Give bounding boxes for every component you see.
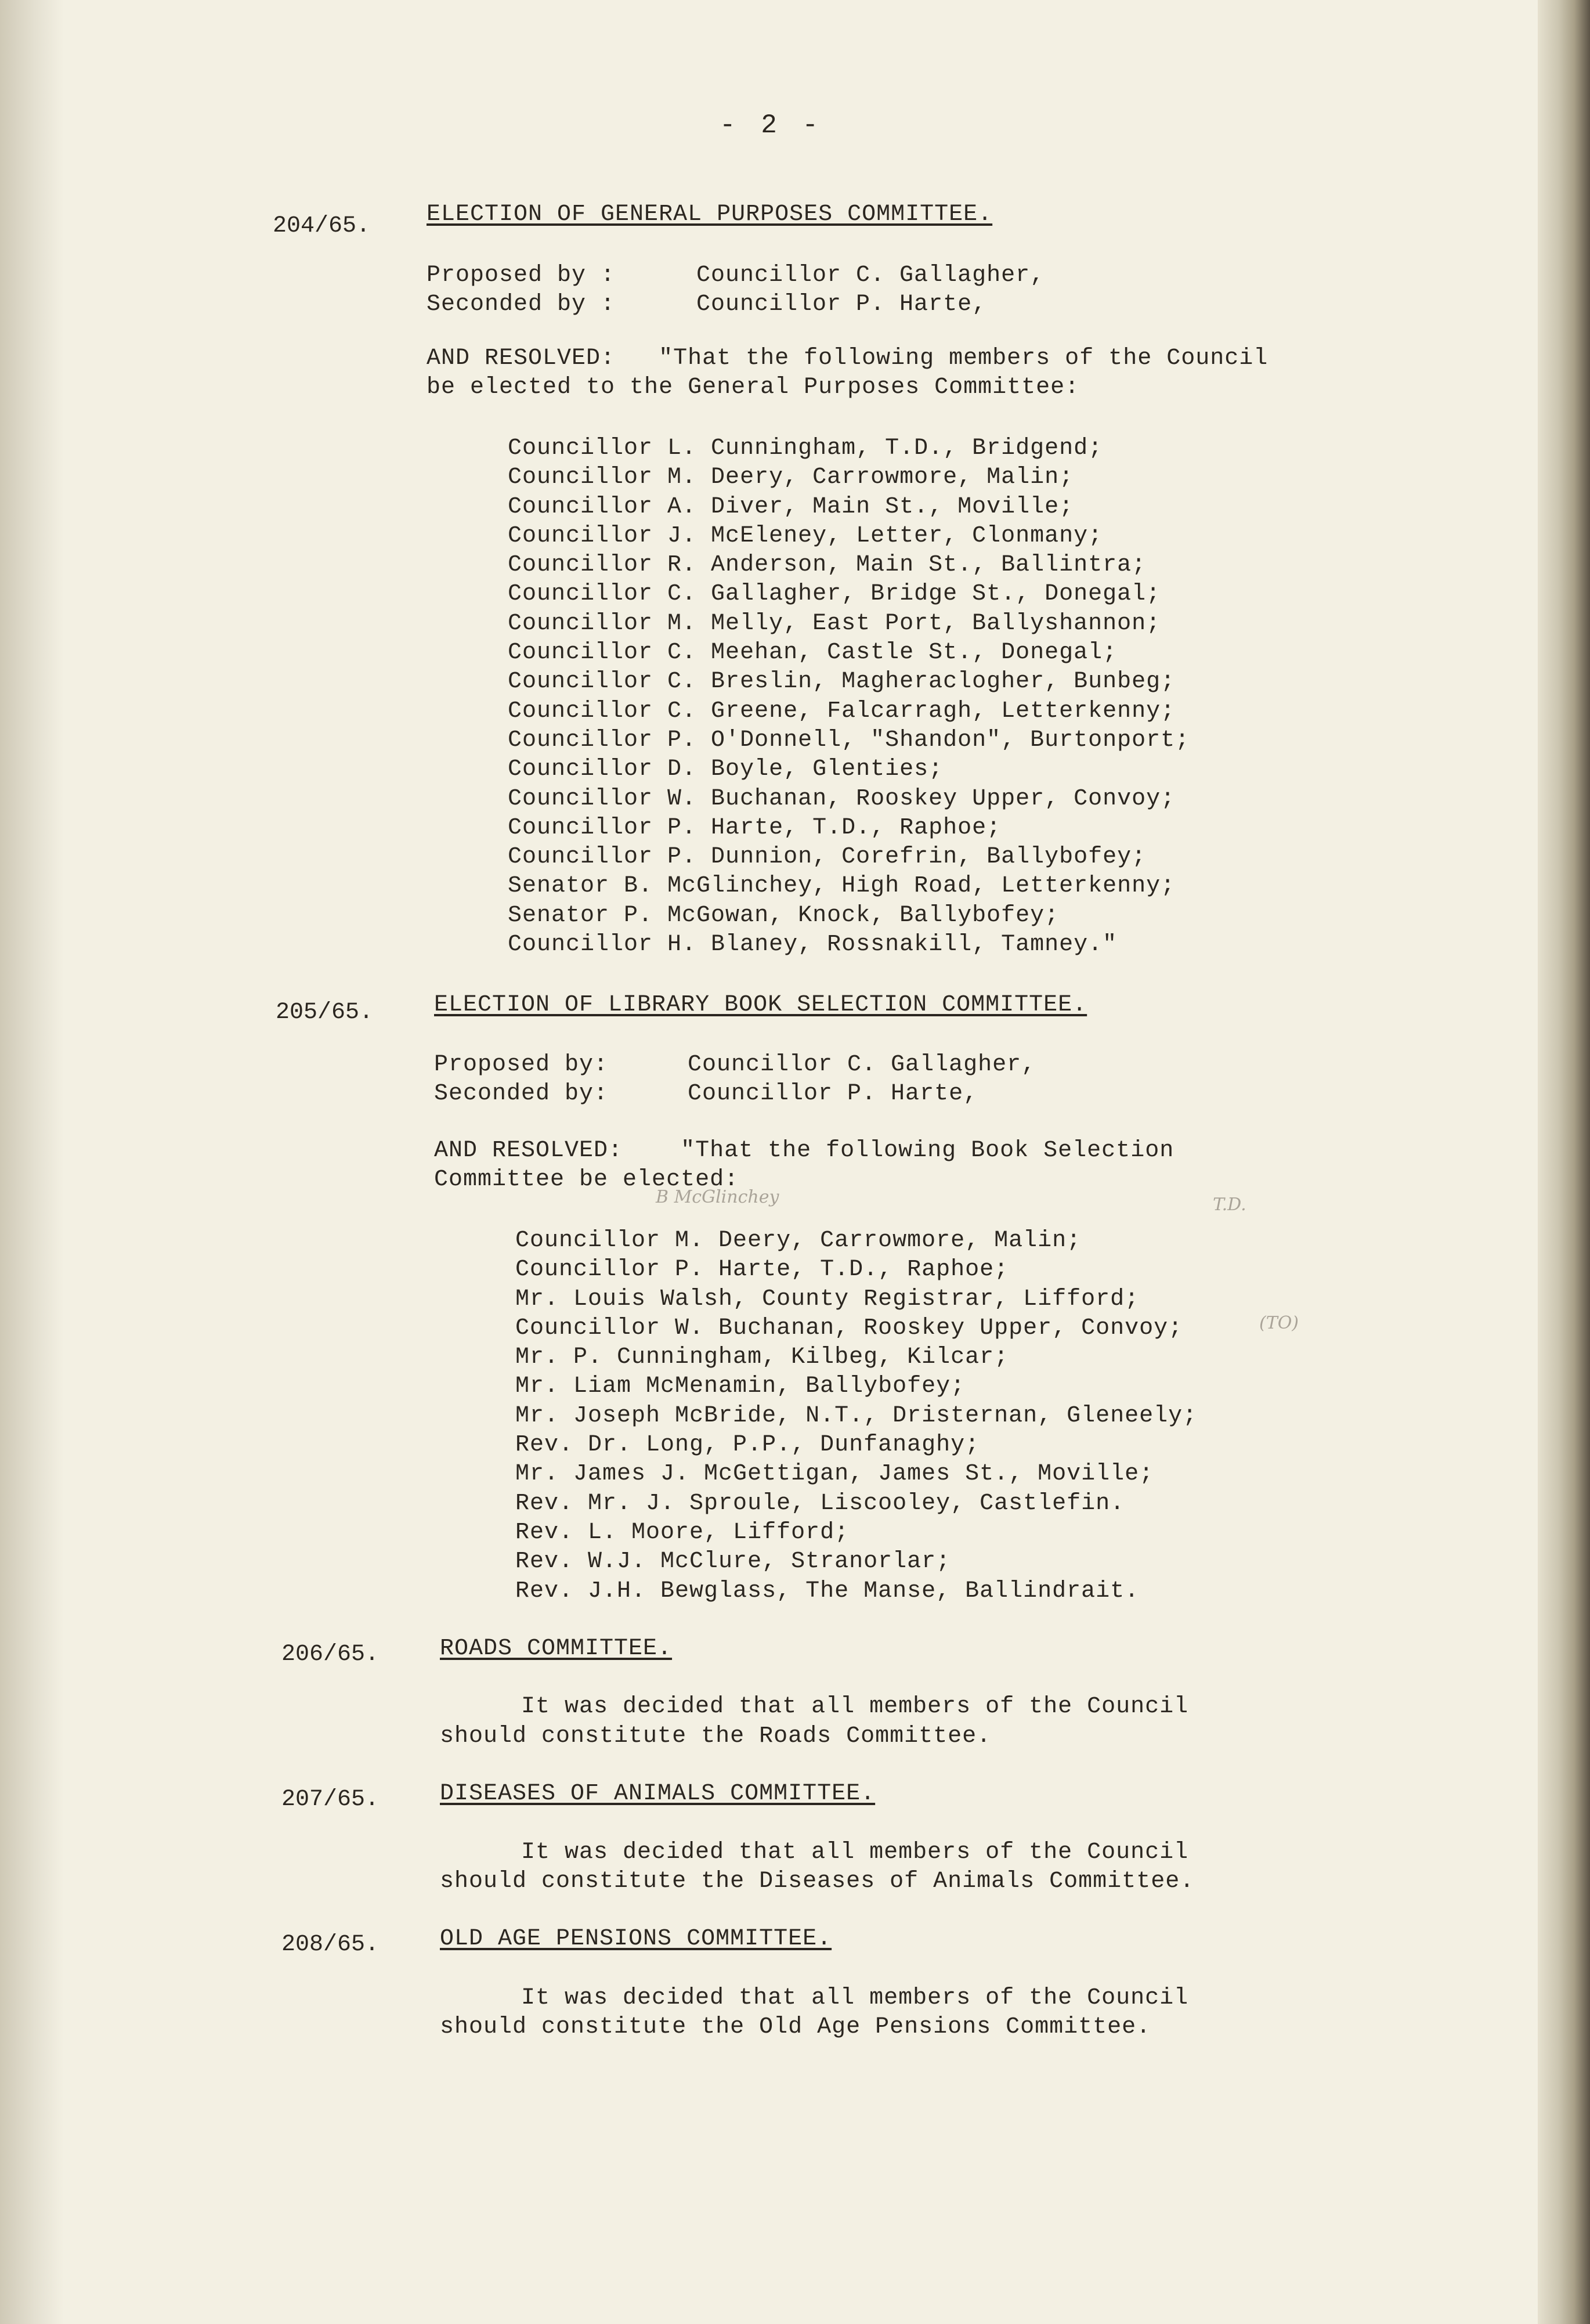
seconded-value: Councillor P. Harte, — [688, 1081, 978, 1107]
member-entry: Councillor W. Buchanan, Rooskey Upper, Convoy; — [508, 785, 1176, 812]
section-title: DISEASES OF ANIMALS COMMITTEE. — [440, 1781, 876, 1807]
member-entry: Rev. L. Moore, Lifford; — [515, 1519, 850, 1546]
member-entry: Councillor R. Anderson, Main St., Ballintra; — [508, 552, 1147, 579]
member-entry: Councillor P. Dunnion, Corefrin, Ballybofey; — [508, 844, 1147, 871]
minute-number: 204/65. — [273, 213, 371, 239]
member-entry: Rev. Mr. J. Sproule, Liscooley, Castlefin. — [515, 1490, 1125, 1517]
resolution-line: AND RESOLVED: "That the following Book Selection — [434, 1138, 1175, 1164]
section-body: should constitute the Roads Committee. — [440, 1723, 992, 1749]
member-entry: Mr. P. Cunningham, Kilbeg, Kilcar; — [515, 1344, 1009, 1371]
member-entry: Councillor M. Deery, Carrowmore, Malin; — [515, 1228, 1082, 1254]
minute-number: 208/65. — [281, 1932, 380, 1958]
member-entry: Councillor P. Harte, T.D., Raphoe; — [515, 1257, 1009, 1283]
resolution-line: Committee be elected: — [434, 1167, 739, 1193]
section-body: It was decided that all members of the Council — [521, 1694, 1189, 1720]
minute-number: 206/65. — [281, 1641, 380, 1668]
member-entry: Councillor H. Blaney, Rossnakill, Tamney." — [508, 932, 1118, 958]
section-title: ELECTION OF LIBRARY BOOK SELECTION COMMITTEE. — [434, 992, 1087, 1018]
minute-number: 207/65. — [281, 1787, 380, 1813]
member-entry: Rev. W.J. McClure, Stranorlar; — [515, 1549, 951, 1575]
seconded-value: Councillor P. Harte, — [696, 291, 987, 317]
member-entry: Councillor C. Meehan, Castle St., Donegal; — [508, 640, 1118, 666]
section-body: It was decided that all members of the Council — [521, 1839, 1189, 1865]
member-entry: Councillor M. Melly, East Port, Ballyshannon; — [508, 610, 1161, 637]
member-entry: Councillor D. Boyle, Glenties; — [508, 756, 944, 783]
proposed-value: Councillor C. Gallagher, — [696, 262, 1045, 288]
member-entry: Mr. James J. McGettigan, James St., Moville; — [515, 1461, 1154, 1488]
section-body: should constitute the Diseases of Animals Committee. — [440, 1868, 1195, 1894]
member-list — [508, 434, 1190, 959]
section-title: OLD AGE PENSIONS COMMITTEE. — [440, 1926, 832, 1952]
member-entry: Mr. Liam McMenamin, Ballybofey; — [515, 1373, 966, 1400]
member-entry: Councillor P. Harte, T.D., Raphoe; — [508, 814, 1002, 841]
handwritten-note: T.D. — [1213, 1195, 1246, 1215]
member-entry: Senator B. McGlinchey, High Road, Letterkenny; — [508, 873, 1176, 900]
member-entry: Councillor C. Greene, Falcarragh, Letterkenny; — [508, 698, 1176, 724]
member-entry: Councillor A. Diver, Main St., Moville; — [508, 493, 1074, 520]
book-spine-shadow — [0, 0, 64, 2324]
resolution-line: be elected to the General Purposes Committee: — [427, 374, 1080, 400]
member-entry: Councillor M. Deery, Carrowmore, Malin; — [508, 464, 1074, 491]
member-entry: Councillor J. McEleney, Letter, Clonmany; — [508, 522, 1103, 549]
seconded-label: Seconded by : — [427, 291, 616, 317]
member-entry: Rev. Dr. Long, P.P., Dunfanaghy; — [515, 1432, 980, 1459]
page-edge — [1538, 0, 1590, 2324]
resolution-line: AND RESOLVED: "That the following members of the Council — [427, 345, 1269, 371]
page-number: - 2 - — [720, 110, 823, 140]
margin-note: (TO) — [1259, 1313, 1299, 1333]
member-entry: Mr. Louis Walsh, County Registrar, Lifford; — [515, 1286, 1140, 1312]
section-body: should constitute the Old Age Pensions Committee. — [440, 2014, 1151, 2040]
member-entry: Councillor P. O'Donnell, "Shandon", Burtonport; — [508, 727, 1190, 753]
proposed-label: Proposed by : — [427, 262, 616, 288]
section-body: It was decided that all members of the Council — [521, 1985, 1189, 2011]
handwritten-note: B McGlinchey — [656, 1187, 779, 1207]
member-list — [515, 1226, 1197, 1606]
member-entry: Councillor L. Cunningham, T.D., Bridgend; — [508, 435, 1103, 461]
member-entry: Councillor C. Breslin, Magheraclogher, Bunbeg; — [508, 669, 1176, 695]
member-entry: Councillor W. Buchanan, Rooskey Upper, Convoy; — [515, 1315, 1183, 1341]
seconded-label: Seconded by: — [434, 1081, 609, 1107]
section-title: ROADS COMMITTEE. — [440, 1636, 673, 1662]
proposed-value: Councillor C. Gallagher, — [688, 1052, 1036, 1078]
member-entry: Senator P. McGowan, Knock, Ballybofey; — [508, 902, 1060, 929]
proposed-label: Proposed by: — [434, 1052, 609, 1078]
section-title: ELECTION OF GENERAL PURPOSES COMMITTEE. — [427, 201, 993, 228]
member-entry: Mr. Joseph McBride, N.T., Dristernan, Gleneely; — [515, 1402, 1198, 1429]
member-entry: Rev. J.H. Bewglass, The Manse, Ballindrait. — [515, 1578, 1140, 1604]
member-entry: Councillor C. Gallagher, Bridge St., Donegal; — [508, 581, 1161, 608]
minute-number: 205/65. — [276, 999, 374, 1026]
